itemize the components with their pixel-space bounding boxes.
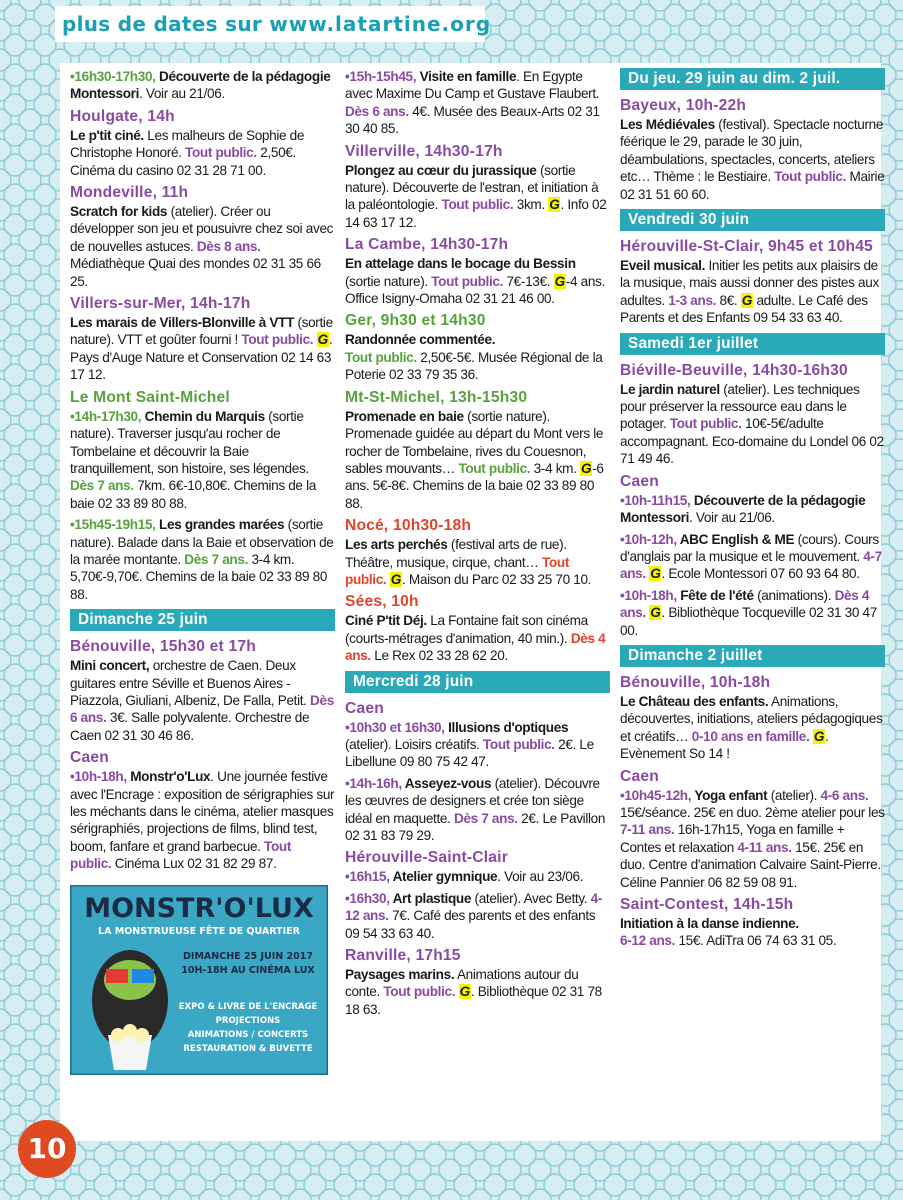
event-promenade-baie: Promenade en baie (sortie nature). Promenade guidée au départ du Mont vers le rocher de Tombelaine, rives du Couesnon, sables mouvants… Tout public. 3-4 km. G-6 ans. 5€-8€. Chemins de la baie 02 33 89 80 88. (345, 408, 604, 511)
poster-line3: ANIMATIONS / CONCERTS (187, 1029, 309, 1040)
header-site-link[interactable]: www.latartine.org (269, 12, 492, 36)
city-noce: Nocé, 10h30-18h (345, 517, 472, 535)
date-band-dimanche-2: Dimanche 2 juillet (620, 645, 885, 667)
event-monstrolux: •10h-18h, Monstr'o'Lux. Une journée festive avec l'Encrage : exposition de sérigraphies sur les méchants dans le cinéma, atelier masques sérigraphiés, projections de films, blind test, boom, fanfare et grand barbecue. Tout public. Cinéma Lux 02 31 82 29 87. (70, 769, 335, 872)
city-caen-2: Caen (620, 767, 659, 785)
city-benouville: Bénouville, 15h30 et 17h (70, 638, 256, 656)
city-ger: Ger, 9h30 et 14h30 (345, 312, 486, 330)
free-g-badge: G (650, 566, 661, 582)
page-number: 10 (18, 1120, 76, 1178)
event-mini-concert: Mini concert, orchestre de Caen. Deux guitares entre Séville et Buenos Aires - Piazzola, Giuliani, Albeniz, De Falla, Petit. Dès 6 ans. 3€. Salle polyvalente. Orchestre de Caen 02 31 30 46 86. (70, 658, 334, 743)
poster-line1: EXPO & LIVRE DE L'ENCRAGE (178, 1001, 318, 1012)
poster-title: MONSTR'O'LUX (84, 892, 314, 924)
date-band-29-juin-2-juil: Du jeu. 29 juin au dim. 2 juil. (620, 68, 885, 90)
date-band-dimanche-25: Dimanche 25 juin (70, 609, 335, 631)
city-mondeville: Mondeville, 11h (70, 184, 189, 202)
poster-hours: 10H-18H AU CINÉMA LUX (181, 964, 315, 976)
header-prefix: plus de dates sur (62, 12, 270, 36)
city-ranville: Ranville, 17h15 (345, 947, 461, 965)
column-3 (620, 68, 885, 954)
poster-date: DIMANCHE 25 JUIN 2017 (183, 950, 313, 962)
event-grandes-marees: •15h45-19h15, Les grandes marées (sortie nature). Balade dans la Baie et observation de la marée montante. Dès 7 ans. 3-4 km. 5,70€-9,70€. Chemins de la baie 02 33 89 80 88. (70, 517, 334, 602)
poster-subtitle: LA MONSTRUEUSE FÊTE DE QUARTIER (98, 925, 300, 937)
free-g-badge: G (549, 197, 560, 213)
free-g-badge: G (650, 605, 661, 621)
free-g-badge: G (317, 332, 328, 348)
event-medievales: Les Médiévales (festival). Spectacle nocturne féérique le 29, parade le 30 juin, déambulations, spectacles, concerts, ateliers etc… Thème : le Bestiaire. Tout public. Mairie 02 31 51 60 60. (620, 117, 885, 202)
monstrolux-poster (70, 885, 328, 1075)
city-herouville: Hérouville-St-Clair, 9h45 et 10h45 (620, 238, 873, 256)
city-caen: Caen (70, 749, 109, 767)
city-bayeux: Bayeux, 10h-22h (620, 97, 747, 114)
free-g-badge: G (741, 292, 753, 308)
poster-line4: RESTAURATION & BUVETTE (183, 1043, 313, 1054)
event-attelage: En attelage dans le bocage du Bessin (sortie nature). Tout public. 7€-13€. G-4 ans. Office Isigny-Omaha 02 31 21 46 00. (345, 256, 605, 307)
event-jurassique: Plongez au cœur du jurassique (sortie nature). Découverte de l'estran, et initiation à la paléontologie. Tout public. 3km. G. Info 02 14 63 17 12. (345, 162, 607, 230)
free-g-badge: G (459, 984, 470, 1000)
city-herouville: Hérouville-Saint-Clair (345, 849, 508, 867)
event-eveil-musical: Eveil musical. Initier les petits aux plaisirs de la musique, mais aussi donner des pistes aux adultes. 1-3 ans. 8€. G adulte. Le Café des Parents et des Enfants 09 54 33 63 40. (620, 258, 879, 326)
event-cine-ptit-dej: Ciné P'tit Déj. La Fontaine fait son cinéma (courts-métrages d'animation, 40 min.). Dès 4 ans. Le Rex 02 33 28 62 20. (345, 613, 606, 664)
free-g-badge: G (813, 728, 825, 744)
city-saint-contest: Saint-Contest, 14h-15h (620, 896, 794, 913)
column-2 (345, 68, 610, 1022)
free-g-badge: G (554, 273, 565, 289)
event-houlgate: Le p'tit ciné. Les malheurs de Sophie de Christophe Honoré. Tout public. 2,50€. Cinéma du casino 02 31 28 71 00. (70, 127, 305, 178)
city-caen: Caen (620, 472, 659, 490)
city-mt-st-michel: Mt-St-Michel, 13h-15h30 (345, 388, 528, 406)
event-abc-english: •10h-12h, ABC English & ME (cours). Cours d'anglais par la musique et le mouvement. 4-7 ans. G. Ecole Montessori 07 60 93 64 80. (620, 531, 882, 582)
date-band-vendredi-30: Vendredi 30 juin (620, 209, 885, 231)
city-villers: Villers-sur-Mer, 14h-17h (70, 295, 251, 313)
city-villerville: Villerville, 14h30-17h (345, 142, 503, 160)
event-chemin-marquis: •14h-17h30, Chemin du Marquis (sortie nature). Traverser jusqu'au rocher de Tombelaine et découvrir la Baie tranquillement, son histoire, ses légendes. Dès 7 ans. 7km. 6€-10,80€. Chemins de la baie 02 33 89 80 88. (70, 408, 316, 511)
city-bieville: Biéville-Beuville, 14h30-16h30 (620, 361, 848, 379)
event-jardin-naturel: Le jardin naturel (atelier). Les techniques pour préserver la ressource eau dans le potager. Tout public. 10€-5€/adulte accompagnant. Eco-domaine du Londel 06 02 71 49 46. (620, 381, 884, 467)
event-mondeville: Scratch for kids (atelier). Créer ou développer son jeu et pousuivre chez soi avec de nouvelles astuces. Dès 8 ans. Médiathèque Quai des mondes 02 31 35 66 25. (70, 204, 334, 289)
event-villers: Les marais de Villers-Blonville à VTT (sortie nature). VTT et goûter fourni ! Tout public. G. Pays d'Auge Nature et Conservation 02 14 63 17 12. (70, 315, 333, 383)
event-randonnee: Randonnée commentée. Tout public. 2,50€-5€. Musée Régional de la Poterie 02 33 79 35 36. (345, 332, 603, 383)
event-paysages-marins: Paysages marins. Animations autour du conte. Tout public. G. Bibliothèque 02 31 78 18 63. (345, 967, 602, 1017)
event-asseyez-vous: •14h-16h, Asseyez-vous (atelier). Découvre les œuvres de designers et crée ton siège idéal en maquette. Dès 7 ans. 2€. Le Pavillon 02 31 83 79 29. (345, 775, 606, 843)
column-1 (70, 68, 335, 1080)
poster-line2: PROJECTIONS (215, 1015, 281, 1026)
event-montessori-2: •10h-11h15, Découverte de la pédagogie Montessori. Voir au 21/06. (620, 492, 866, 526)
agenda-page (60, 63, 885, 1141)
event-fete-ete: •10h-18h, Fête de l'été (animations). Dès 4 ans. G. Bibliothèque Tocqueville 02 31 30 47 00. (620, 587, 877, 638)
date-band-samedi-1: Samedi 1er juillet (620, 333, 885, 355)
event-visite-famille: •15h-15h45, Visite en famille. En Egypte avec Maxime Du Camp et Gustave Flaubert. Dès 6 ans. 4€. Musée des Beaux-Arts 02 31 30 40 85. (345, 69, 600, 137)
event-danse-indienne: Initiation à la danse indienne. 6-12 ans. 15€. AdiTra 06 74 63 31 05. (620, 916, 837, 949)
header-banner (62, 8, 492, 40)
event-art-plastique: •16h30, Art plastique (atelier). Avec Betty. 4-12 ans. 7€. Café des parents et des enfants 09 54 33 63 40. (345, 890, 603, 941)
city-mont-saint-michel: Le Mont Saint-Michel (70, 388, 230, 406)
event-montessori: •16h30-17h30, Découverte de la pédagogie Montessori. Voir au 21/06. (70, 69, 331, 102)
date-band-mercredi-28: Mercredi 28 juin (345, 671, 610, 693)
city-houlgate: Houlgate, 14h (70, 107, 175, 125)
city-sees: Sées, 10h (345, 593, 419, 611)
city-la-cambe: La Cambe, 14h30-17h (345, 236, 509, 254)
event-yoga-enfant: •10h45-12h, Yoga enfant (atelier). 4-6 ans. 15€/séance. 25€ en duo. 2ème atelier pour les 7-11 ans. 16h-17h15, Yoga en famille + Contes et relaxation 4-11 ans. 15€. 25€ en duo. Centre d'animation Calvaire Saint-Pierre. Céline Pannier 06 82 59 08 91. (620, 787, 885, 890)
event-arts-perches: Les arts perchés (festival arts de rue). Théâtre, musique, cirque, chant… Tout public. G. Maison du Parc 02 33 25 70 10. (345, 537, 592, 587)
city-benouville: Bénouville, 10h-18h (620, 673, 771, 691)
event-illusions: •10h30 et 16h30, Illusions d'optiques (atelier). Loisirs créatifs. Tout public. 2€. Le Libellune 09 80 75 42 47. (345, 719, 594, 770)
city-caen: Caen (345, 699, 384, 717)
event-atelier-gymnique: •16h15, Atelier gymnique. Voir au 23/06. (345, 869, 584, 885)
free-g-badge: G (580, 460, 592, 476)
free-g-badge: G (390, 571, 402, 587)
event-chateau-enfants: Le Château des enfants. Animations, découvertes, initiations, ateliers pédagogiques et créatifs… 0-10 ans en famille. G. Evènement So 14 ! (620, 693, 883, 762)
